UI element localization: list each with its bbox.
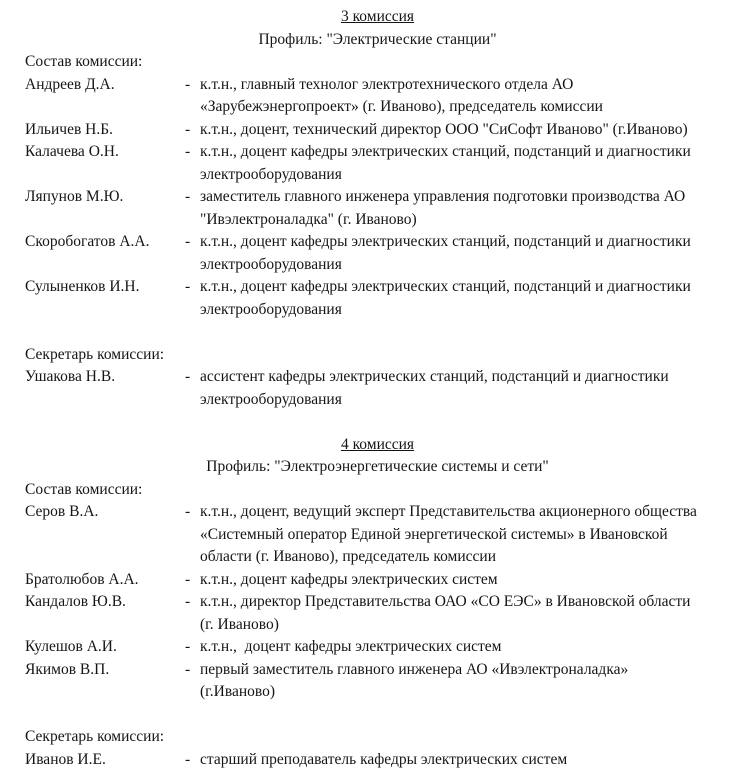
member-name: Ильичев Н.Б. <box>25 119 185 142</box>
member-row <box>25 231 730 276</box>
member-description <box>200 591 730 636</box>
member-name: Братолюбов А.А. <box>25 569 185 592</box>
description-line: «Зарубежэнергопроект» (г. Иваново), председатель комиссии <box>200 96 730 119</box>
description-line: (г.Иваново) <box>200 681 730 704</box>
dash-separator: - <box>185 276 200 299</box>
description-line: к.т.н., доцент кафедры электрических станций, подстанций и диагностики <box>200 276 730 299</box>
description-line: области (г. Иваново), председатель комиссии <box>200 546 730 569</box>
dash-separator: - <box>185 659 200 682</box>
description-line: к.т.н., доцент кафедры электрических систем <box>200 569 730 592</box>
member-row <box>25 569 730 592</box>
dash-separator: - <box>185 141 200 164</box>
description-line: к.т.н., директор Представительства ОАО «СО ЕЭС» в Ивановской области <box>200 591 730 614</box>
member-description <box>200 276 730 321</box>
member-row <box>25 119 730 142</box>
description-line: к.т.н., доцент, технический директор ООО "СиСофт Иваново" (г.Иваново) <box>200 119 730 142</box>
member-row <box>25 591 730 636</box>
member-row <box>25 659 730 704</box>
blank-line <box>25 704 730 727</box>
section-profile: Профиль: "Электрические станции" <box>25 29 730 52</box>
description-line: к.т.н., доцент кафедры электрических систем <box>200 636 730 659</box>
description-line: к.т.н., главный технолог электротехнического отдела АО <box>200 74 730 97</box>
description-line: электрооборудования <box>200 299 730 322</box>
description-line: электрооборудования <box>200 254 730 277</box>
dash-separator: - <box>185 366 200 389</box>
dash-separator: - <box>185 636 200 659</box>
description-line: (г. Иваново) <box>200 614 730 637</box>
member-name: Якимов В.П. <box>25 659 185 682</box>
member-description <box>200 119 730 142</box>
member-description <box>200 501 730 569</box>
member-name: Ляпунов М.Ю. <box>25 186 185 209</box>
blank-line <box>25 321 730 344</box>
secretary-name: Иванов И.Е. <box>25 749 185 771</box>
section-title-text: 3 комиссия <box>341 8 414 25</box>
member-row <box>25 501 730 569</box>
member-name: Кандалов Ю.В. <box>25 591 185 614</box>
dash-separator: - <box>185 186 200 209</box>
secretary-name: Ушакова Н.В. <box>25 366 185 389</box>
member-description <box>200 569 730 592</box>
dash-separator: - <box>185 231 200 254</box>
member-row <box>25 74 730 119</box>
member-name: Кулешов А.И. <box>25 636 185 659</box>
member-description <box>200 74 730 119</box>
composition-label: Состав комиссии: <box>25 51 730 74</box>
dash-separator: - <box>185 74 200 97</box>
description-line: электрооборудования <box>200 164 730 187</box>
dash-separator: - <box>185 749 200 771</box>
member-description <box>200 659 730 704</box>
composition-label: Состав комиссии: <box>25 479 730 502</box>
description-line: к.т.н., доцент, ведущий эксперт Представительства акционерного общества <box>200 501 730 524</box>
description-line: старший преподаватель кафедры электрических систем <box>200 749 730 771</box>
dash-separator: - <box>185 569 200 592</box>
member-row <box>25 186 730 231</box>
dash-separator: - <box>185 591 200 614</box>
commission-section <box>25 6 730 411</box>
description-line: заместитель главного инженера управления подготовки производства АО <box>200 186 730 209</box>
secretary-row <box>25 366 730 411</box>
description-line: "Ивэлектроналадка" (г. Иваново) <box>200 209 730 232</box>
description-line: к.т.н., доцент кафедры электрических станций, подстанций и диагностики <box>200 141 730 164</box>
secretary-label: Секретарь комиссии: <box>25 344 730 367</box>
member-description <box>200 636 730 659</box>
member-list <box>25 501 730 704</box>
member-description <box>200 141 730 186</box>
member-name: Серов В.А. <box>25 501 185 524</box>
secretary-description <box>200 366 730 411</box>
section-title <box>25 6 730 29</box>
section-title-text: 4 комиссия <box>341 436 414 453</box>
description-line: ассистент кафедры электрических станций, подстанций и диагностики <box>200 366 730 389</box>
secretary-description <box>200 749 730 771</box>
commission-section <box>25 434 730 771</box>
member-name: Андреев Д.А. <box>25 74 185 97</box>
description-line: первый заместитель главного инженера АО «Ивэлектроналадка» <box>200 659 730 682</box>
description-line: «Системный оператор Единой энергетической системы» в Ивановской <box>200 524 730 547</box>
member-row <box>25 141 730 186</box>
member-name: Скоробогатов А.А. <box>25 231 185 254</box>
member-name: Калачева О.Н. <box>25 141 185 164</box>
secretary-row <box>25 749 730 771</box>
dash-separator: - <box>185 119 200 142</box>
member-list <box>25 74 730 322</box>
member-description <box>200 231 730 276</box>
description-line: к.т.н., доцент кафедры электрических станций, подстанций и диагностики <box>200 231 730 254</box>
member-row <box>25 276 730 321</box>
section-title <box>25 434 730 457</box>
member-description <box>200 186 730 231</box>
description-line: электрооборудования <box>200 389 730 412</box>
section-profile: Профиль: "Электроэнергетические системы и сети" <box>25 456 730 479</box>
member-row <box>25 636 730 659</box>
dash-separator: - <box>185 501 200 524</box>
secretary-label: Секретарь комиссии: <box>25 726 730 749</box>
member-name: Сулыненков И.Н. <box>25 276 185 299</box>
